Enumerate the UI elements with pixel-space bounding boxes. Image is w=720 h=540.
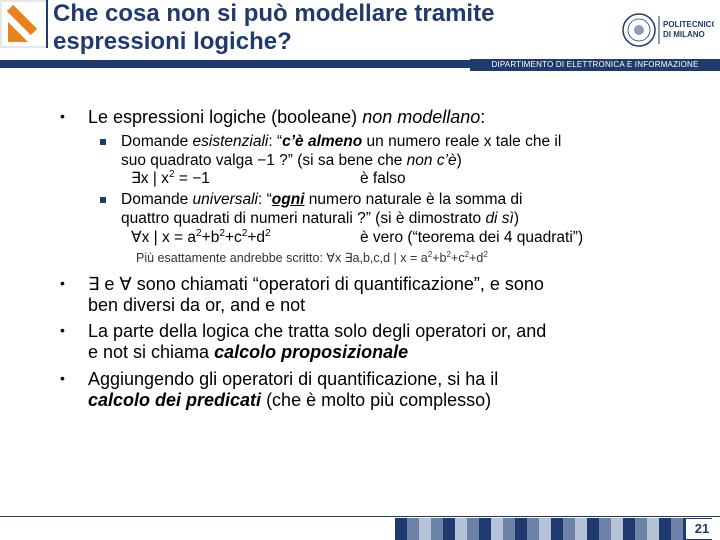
bullet-2-line-1: ∃ e ∀ sono chiamati “operatori di quantificazione”, e sono — [88, 274, 544, 294]
bullet-4-line-1: Aggiungendo gli operatori di quantificazione, si ha il — [88, 369, 499, 389]
bullet-3: • — [60, 322, 65, 338]
sub-bullet-1 — [100, 139, 106, 145]
svg-text:POLITECNICO: POLITECNICO — [663, 20, 714, 29]
sub-bullet-2 — [100, 197, 106, 203]
page-number: 21 — [686, 519, 718, 539]
bullet-4: • — [60, 370, 65, 386]
title-line-2: espressioni logiche? — [53, 28, 292, 55]
note-line: Più esattamente andrebbe scritto: ∀x ∃a,b,c,d | $x = a^2+b^2+c^2+d^2$ — [136, 249, 488, 265]
title-line-1: Che cosa non si può modellare tramite — [53, 0, 495, 27]
formula-exists: ∃x | $x^2 = -1$ — [131, 168, 210, 187]
formula-forall: ∀x | $x = a^2+b^2+c^2+d^2$ — [131, 227, 271, 246]
formula-exists-verdict: è falso — [360, 170, 406, 187]
footer-bar — [395, 518, 720, 540]
bullet-2-line-2: ben diversi da or, and e not — [88, 295, 306, 315]
department-label: DIPARTIMENTO DI ELETTRONICA E INFORMAZIONE — [470, 59, 720, 71]
bullet-1: • — [60, 108, 65, 124]
sub-bullet-2-line-2: quattro quadrati di numeri naturali ?” (si è dimostrato di sì) — [121, 210, 520, 227]
sub-bullet-1-line-2: suo quadrato valga −1 ?” (si sa bene che non c’è) — [121, 152, 462, 169]
bullet-3-line-2: e not si chiama calcolo proposizionale — [88, 342, 409, 362]
sub-bullet-1-line-1: Domande esistenziali: “c’è almeno un numero reale x tale che il — [121, 133, 562, 150]
sub-bullet-2-line-1: Domande universali: “ogni numero naturale è la somma di — [121, 191, 523, 208]
svg-text:DI MILANO: DI MILANO — [663, 30, 705, 39]
bullet-2: • — [60, 275, 65, 291]
formula-forall-verdict: è vero (“teorema dei 4 quadrati”) — [360, 229, 584, 246]
footer-divider — [0, 516, 720, 517]
bullet-1-text: Le espressioni logiche (booleane) non modellano: — [88, 107, 486, 127]
bullet-3-line-1: La parte della logica che tratta solo degli operatori or, and — [88, 321, 547, 341]
bullet-4-line-2: calcolo dei predicati (che è molto più complesso) — [88, 390, 492, 410]
